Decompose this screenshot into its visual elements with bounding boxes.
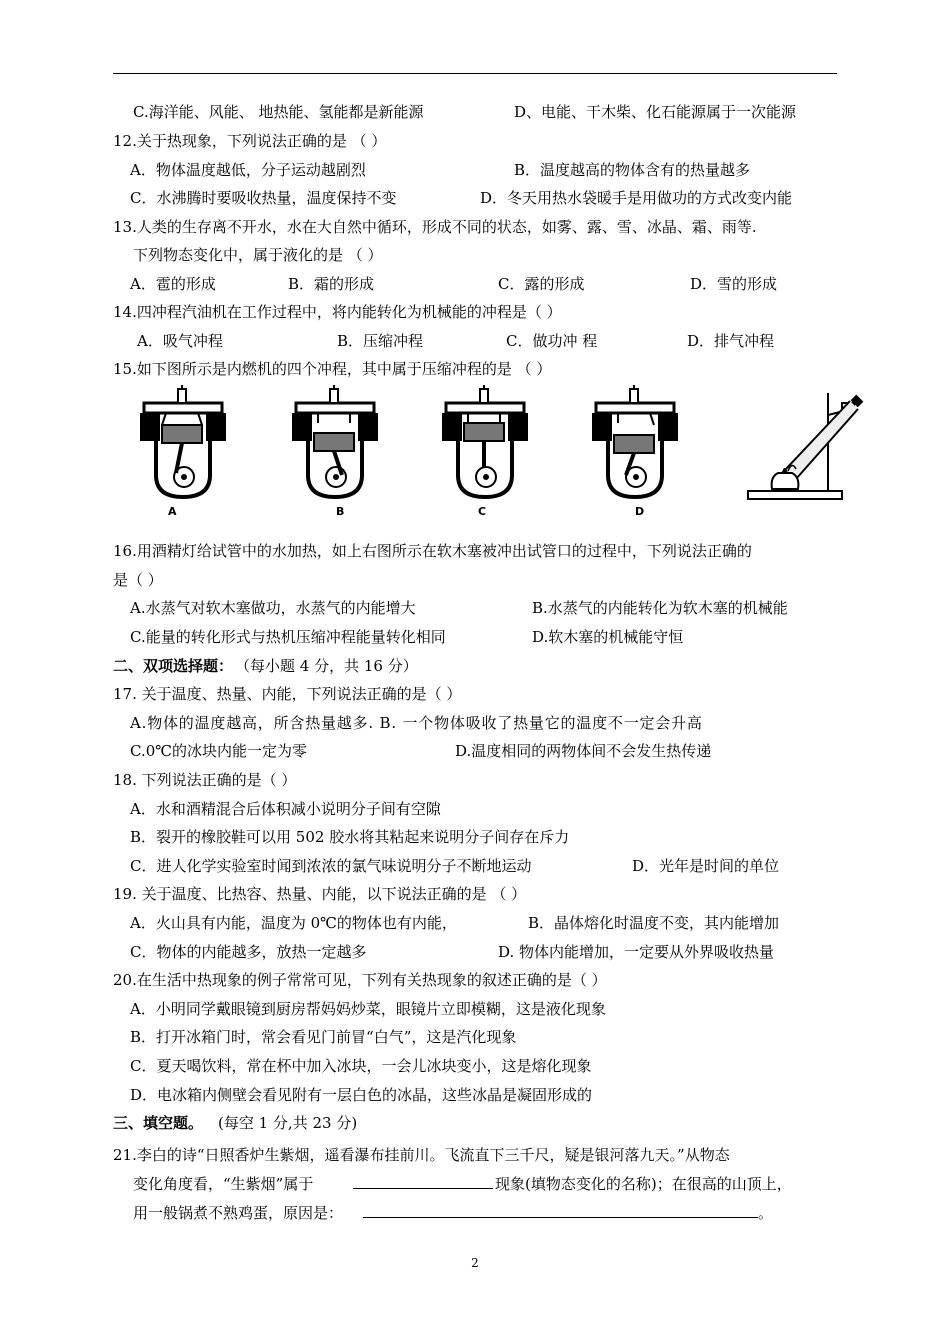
q18-option-a: A．水和酒精混合后体积减小说明分子间有空隙 bbox=[130, 800, 441, 818]
q21-text-2-pre: 变化角度看，“生紫烟”属于 bbox=[133, 1175, 314, 1193]
q21-text-2-post: 现象(填物态变化的名称)；在很高的山顶上， bbox=[495, 1175, 792, 1193]
q12-option-a: A．物体温度越低，分子运动越剧烈 bbox=[130, 161, 366, 179]
q19-option-b: B．晶体熔化时温度不变，其内能增加 bbox=[528, 914, 780, 932]
q21-answer-blank-2[interactable] bbox=[363, 1203, 758, 1218]
q20-option-d: D．电冰箱内侧壁会看见附有一层白色的冰晶，这些冰晶是凝固形成的 bbox=[130, 1086, 593, 1104]
fig-label-d: D bbox=[635, 505, 645, 518]
fig-label-b: B bbox=[336, 505, 345, 518]
q17-text: 17. 关于温度、热量、内能，下列说法正确的是（ ） bbox=[113, 685, 462, 703]
section-2-title: 二、双项选择题： bbox=[113, 657, 234, 675]
q14-option-c: C．做功冲 程 bbox=[506, 332, 598, 350]
engine-stroke-b-diagram bbox=[290, 385, 380, 505]
q14-option-b: B．压缩冲程 bbox=[337, 332, 424, 350]
q18-text: 18. 下列说法正确的是（ ） bbox=[113, 771, 297, 789]
engine-stroke-d-diagram bbox=[590, 385, 680, 505]
q11-option-d: D、电能、干木柴、化石能源属于一次能源 bbox=[514, 103, 797, 121]
q12-option-b: B．温度越高的物体含有的热量越多 bbox=[514, 161, 751, 179]
q14-option-d: D．排气冲程 bbox=[687, 332, 775, 350]
engine-strokes-figure bbox=[138, 385, 868, 520]
page-number: 2 bbox=[471, 1256, 479, 1270]
q17-option-c: C.0℃的冰块内能一定为零 bbox=[130, 742, 308, 760]
q11-option-c: C.海洋能、风能、 地热能、氢能都是新能源 bbox=[133, 103, 424, 121]
section-3-note: (每空 1 分,共 23 分) bbox=[218, 1114, 358, 1132]
engine-stroke-c-diagram bbox=[440, 385, 530, 505]
q13-option-b: B．霜的形成 bbox=[288, 275, 375, 293]
q14-option-a: A．吸气冲程 bbox=[137, 332, 223, 350]
q14-text: 14.四冲程汽油机在工作过程中，将内能转化为机械能的冲程是（ ） bbox=[113, 303, 562, 321]
section-2-note: （每小题 4 分，共 16 分） bbox=[235, 657, 418, 675]
q21-text: 21.李白的诗“日照香炉生紫烟，遥看瀑布挂前川。飞流直下三千尺，疑是银河落九天。”从物态 bbox=[113, 1146, 730, 1164]
q21-answer-blank-1[interactable] bbox=[353, 1174, 493, 1189]
q17-option-d: D.温度相同的两物体间不会发生热传递 bbox=[455, 742, 712, 760]
q20-text: 20.在生活中热现象的例子常常可见，下列有关热现象的叙述正确的是（ ） bbox=[113, 971, 607, 989]
q16-option-b: B.水蒸气的内能转化为软木塞的机械能 bbox=[532, 599, 788, 617]
q19-option-c: C．物体的内能越多，放热一定越多 bbox=[130, 943, 367, 961]
test-tube-heating-diagram bbox=[744, 385, 866, 505]
fig-label-a: A bbox=[168, 505, 177, 518]
q18-option-d: D．光年是时间的单位 bbox=[632, 857, 780, 875]
section-3-title: 三、填空题。 bbox=[113, 1114, 204, 1132]
engine-stroke-a-diagram bbox=[138, 385, 228, 505]
q16-option-d: D.软木塞的机械能守恒 bbox=[532, 628, 684, 646]
q13-text: 13.人类的生存离不开水，水在大自然中循环，形成不同的状态，如雾、露、雪、冰晶、霜、雨等. bbox=[113, 218, 757, 236]
q13-option-a: A．雹的形成 bbox=[130, 275, 216, 293]
q18-option-c: C．进人化学实验室时闻到浓浓的氯气味说明分子不断地运动 bbox=[130, 857, 532, 875]
q12-option-d: D．冬天用热水袋暖手是用做功的方式改变内能 bbox=[480, 189, 793, 207]
q16-text-2: 是（ ） bbox=[113, 571, 163, 589]
q21-text-3-post: 。 bbox=[758, 1204, 774, 1222]
header-rule bbox=[113, 73, 837, 74]
q20-option-a: A．小明同学戴眼镜到厨房帮妈妈炒菜，眼镜片立即模糊，这是液化现象 bbox=[130, 1000, 606, 1018]
q20-option-c: C．夏天喝饮料，常在杯中加入冰块，一会儿冰块变小，这是熔化现象 bbox=[130, 1057, 592, 1075]
fig-label-c: C bbox=[478, 505, 487, 518]
q13-option-d: D．雪的形成 bbox=[690, 275, 778, 293]
q18-option-b: B．裂开的橡胶鞋可以用 502 胶水将其粘起来说明分子间存在斥力 bbox=[130, 828, 570, 846]
q16-text: 16.用酒精灯给试管中的水加热，如上右图所示在软木塞被冲出试管口的过程中，下列说法正确的 bbox=[113, 542, 752, 560]
q13-option-c: C．露的形成 bbox=[498, 275, 585, 293]
q13-text-2: 下列物态变化中，属于液化的是 （ ） bbox=[133, 246, 383, 264]
q16-option-c: C.能量的转化形式与热机压缩冲程能量转化相同 bbox=[130, 628, 446, 646]
q16-option-a: A.水蒸气对软木塞做功，水蒸气的内能增大 bbox=[130, 599, 416, 617]
q12-text: 12.关于热现象，下列说法正确的是 （ ） bbox=[113, 132, 387, 150]
q15-text: 15.如下图所示是内燃机的四个冲程，其中属于压缩冲程的是 （ ） bbox=[113, 360, 552, 378]
q12-option-c: C．水沸腾时要吸收热量，温度保持不变 bbox=[130, 189, 397, 207]
q17-option-ab: A.物体的温度越高，所含热量越多. B. 一个物体吸收了热量它的温度不一定会升高 bbox=[130, 714, 703, 732]
q19-text: 19. 关于温度、比热容、热量、内能，以下说法正确的是 （ ） bbox=[113, 885, 527, 903]
q19-option-a: A．火山具有内能，温度为 0℃的物体也有内能， bbox=[130, 914, 457, 932]
q19-option-d: D. 物体内能增加，一定要从外界吸收热量 bbox=[498, 943, 775, 961]
q20-option-b: B．打开冰箱门时，常会看见门前冒“白气”，这是汽化现象 bbox=[130, 1028, 517, 1046]
q21-text-3-pre: 用一般锅煮不熟鸡蛋，原因是： bbox=[133, 1204, 344, 1222]
